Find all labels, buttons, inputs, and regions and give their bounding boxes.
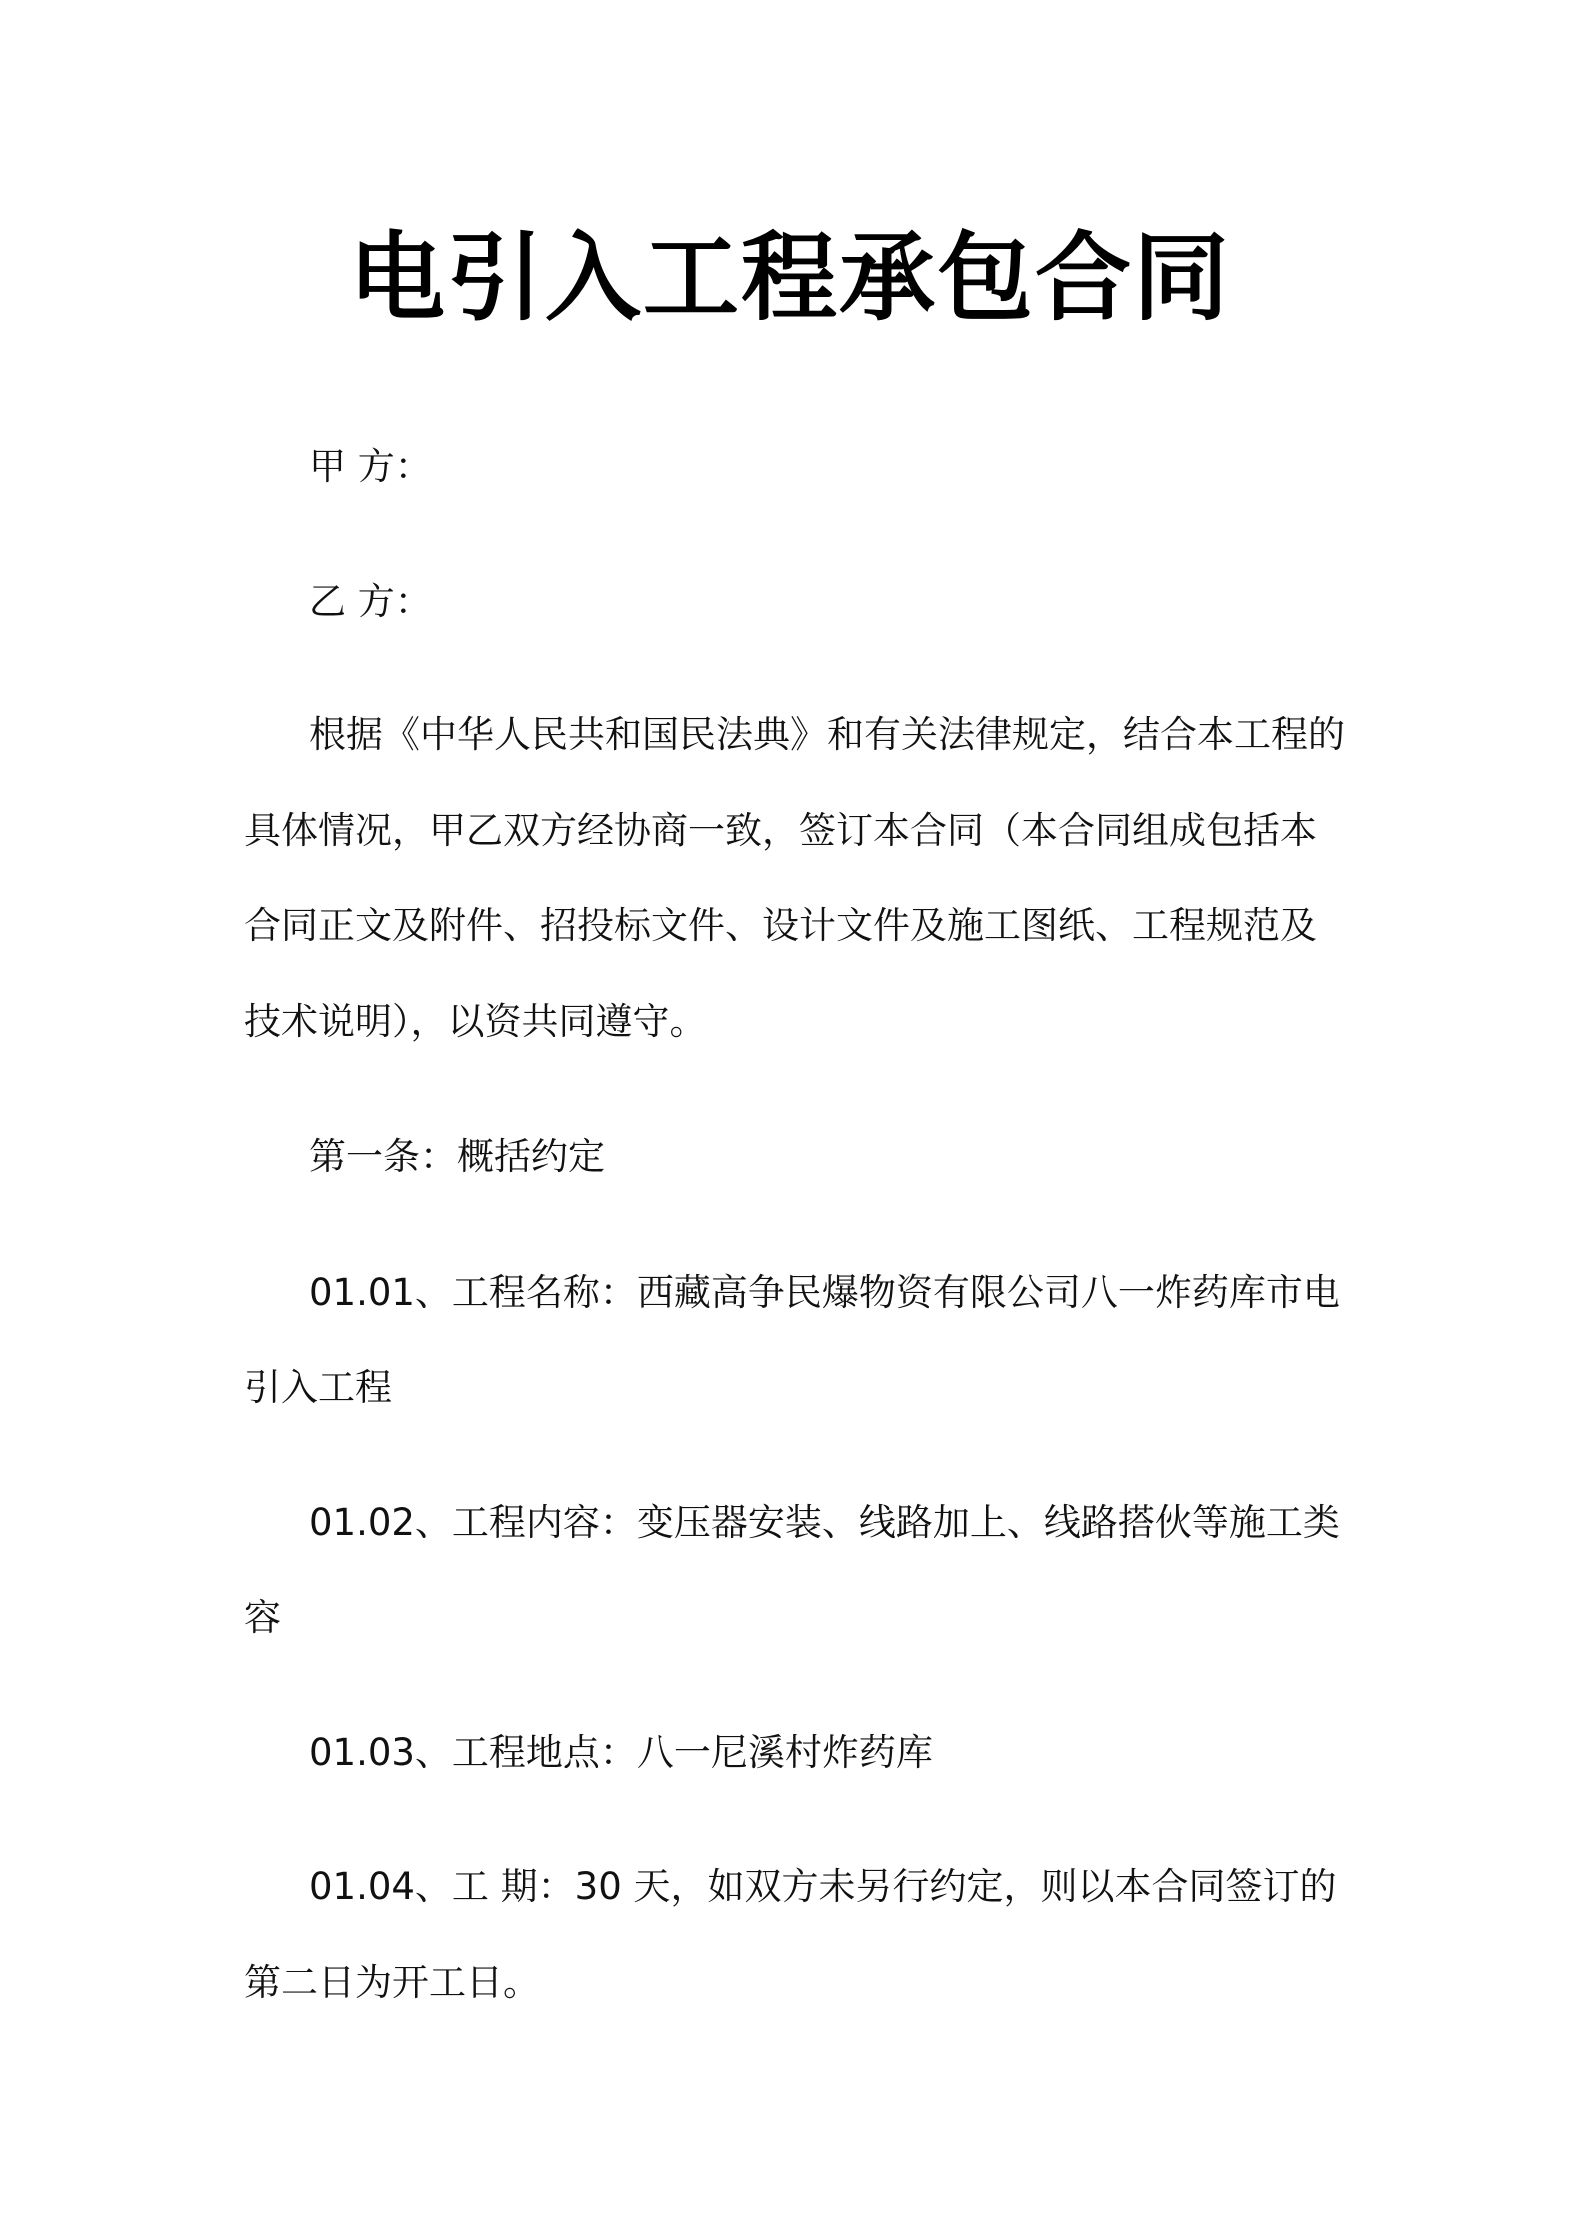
clause-01-04-line-1: 01.04、工 期：30 天，如双方未另行约定，则以本合同签订的 xyxy=(309,1865,1337,1908)
preamble-line-4: 技术说明），以资共同遵守。 xyxy=(244,1000,707,1043)
clause-01-02-line-2: 容 xyxy=(244,1596,281,1639)
article-1-heading: 第一条：概括约定 xyxy=(309,1135,605,1178)
preamble-line-3: 合同正文及附件、招投标文件、设计文件及施工图纸、工程规范及 xyxy=(244,904,1317,947)
preamble-line-2: 具体情况，甲乙双方经协商一致，签订本合同（本合同组成包括本 xyxy=(244,809,1317,852)
document-title: 电引入工程承包合同 xyxy=(349,222,1231,334)
clause-01-04-line-2: 第二日为开工日。 xyxy=(244,1961,540,2004)
clause-01-01-line-2: 引入工程 xyxy=(244,1366,392,1409)
clause-01-01-line-1: 01.01、工程名称：西藏高争民爆物资有限公司八一炸药库市电 xyxy=(309,1271,1340,1314)
clause-01-03-line-1: 01.03、工程地点：八一尼溪村炸药库 xyxy=(309,1731,933,1774)
party-b-label: 乙 方： xyxy=(309,580,432,623)
clause-01-02-line-1: 01.02、工程内容：变压器安装、线路加上、线路搭伙等施工类 xyxy=(309,1501,1340,1544)
preamble-line-1: 根据《中华人民共和国民法典》和有关法律规定，结合本工程的 xyxy=(309,713,1345,756)
party-a-label: 甲 方： xyxy=(309,445,432,488)
